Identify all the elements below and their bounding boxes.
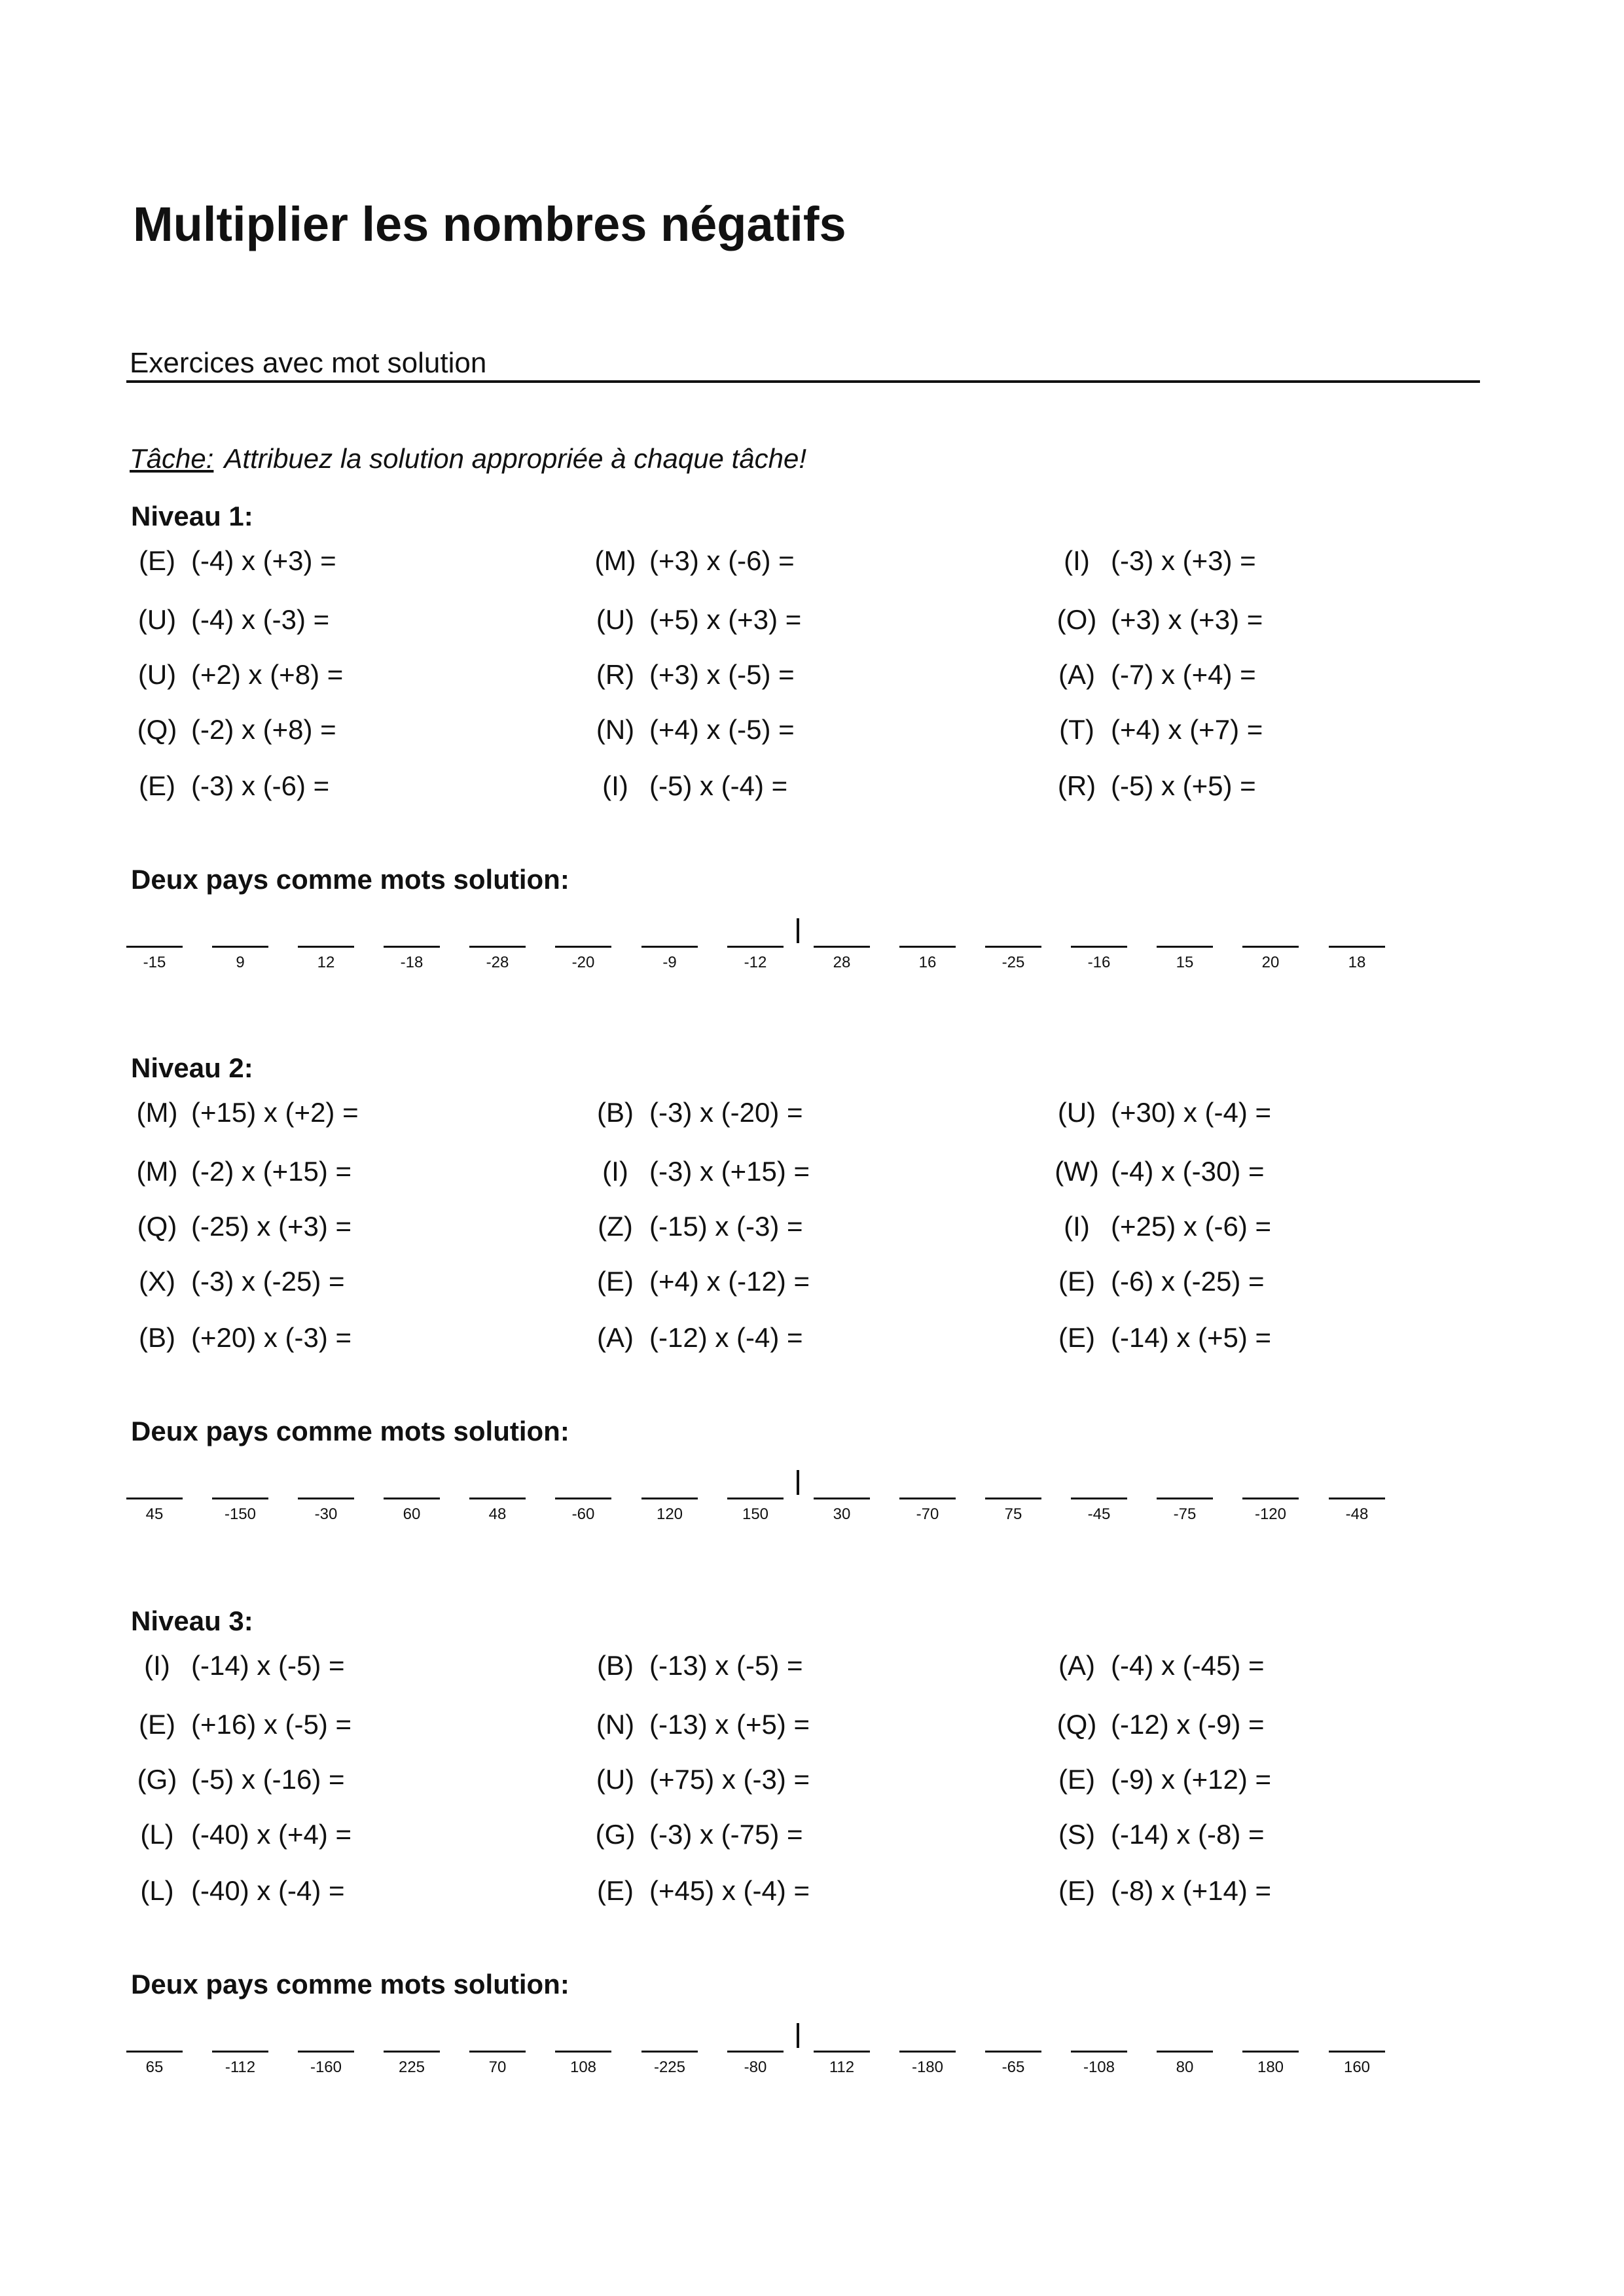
answer-blank[interactable]	[1329, 2051, 1385, 2053]
exercise-letter: (M)	[594, 545, 636, 576]
task-instruction	[130, 443, 806, 475]
exercise-expression: (-14) x (+5) =	[1111, 1322, 1272, 1353]
answer-blank[interactable]	[1157, 946, 1213, 948]
exercise-expression: (+30) x (-4) =	[1111, 1097, 1272, 1128]
exercise-letter: (I)	[1064, 1211, 1090, 1242]
exercise-letter: (A)	[1058, 659, 1095, 690]
answer-blank[interactable]	[298, 946, 354, 948]
exercise-expression: (+4) x (-12) =	[649, 1266, 810, 1297]
answer-number: 160	[1343, 2058, 1371, 2076]
answer-blank[interactable]	[1242, 2051, 1299, 2053]
answer-number: -65	[1001, 2058, 1025, 2076]
answer-number: 112	[829, 2058, 855, 2076]
exercise-expression: (-25) x (+3) =	[191, 1211, 352, 1242]
answer-blank[interactable]	[727, 946, 784, 948]
exercise-expression: (+3) x (-6) =	[649, 545, 795, 576]
exercise-expression: (+3) x (+3) =	[1111, 604, 1263, 635]
answer-number: 9	[236, 954, 245, 971]
answer-number: 80	[1176, 2058, 1194, 2076]
exercise-letter: (E)	[139, 1709, 175, 1740]
answer-number: 225	[398, 2058, 425, 2076]
exercise-expression: (-2) x (+15) =	[191, 1156, 352, 1187]
answer-blank[interactable]	[1242, 1498, 1299, 1499]
solution-words-title: Deux pays comme mots solution:	[131, 864, 569, 895]
answer-number: 108	[569, 2058, 597, 2076]
answer-number: 45	[145, 1505, 164, 1523]
exercise-expression: (-3) x (-25) =	[191, 1266, 345, 1297]
answer-blank[interactable]	[1157, 1498, 1213, 1499]
answer-number: -75	[1173, 1505, 1197, 1523]
exercise-expression: (-14) x (-5) =	[191, 1650, 345, 1681]
exercise-expression: (-6) x (-25) =	[1111, 1266, 1265, 1297]
exercise-expression: (+15) x (+2) =	[191, 1097, 359, 1128]
answer-number: 18	[1348, 954, 1366, 971]
answer-blank[interactable]	[814, 1498, 870, 1499]
exercise-expression: (+45) x (-4) =	[649, 1875, 810, 1906]
answer-number: -225	[653, 2058, 686, 2076]
exercise-letter: (N)	[596, 714, 635, 745]
exercise-expression: (-4) x (-30) =	[1111, 1156, 1265, 1187]
exercise-letter: (L)	[140, 1875, 174, 1906]
exercise-expression: (-4) x (-3) =	[191, 604, 330, 635]
subtitle: Exercices avec mot solution	[130, 347, 487, 379]
exercise-expression: (-3) x (-6) =	[191, 770, 330, 801]
exercise-letter: (B)	[597, 1650, 634, 1681]
answer-blank[interactable]	[126, 2051, 183, 2053]
answer-blank[interactable]	[126, 946, 183, 948]
exercise-expression: (-3) x (-75) =	[649, 1819, 803, 1850]
word-separator	[797, 1470, 799, 1495]
exercise-letter: (M)	[136, 1156, 178, 1187]
answer-number: -80	[744, 2058, 767, 2076]
answer-number: 16	[918, 954, 937, 971]
task-text: Attribuez la solution appropriée à chaque tâche!	[224, 443, 806, 474]
answer-blank[interactable]	[641, 1498, 698, 1499]
solution-words-title: Deux pays comme mots solution:	[131, 1416, 569, 1446]
answer-blank[interactable]	[384, 946, 440, 948]
answer-number: 15	[1176, 954, 1194, 971]
answer-blank[interactable]	[555, 946, 611, 948]
answer-number: -70	[916, 1505, 939, 1523]
answer-number: -60	[571, 1505, 595, 1523]
exercise-letter: (U)	[137, 604, 177, 635]
answer-number: -120	[1254, 1505, 1287, 1523]
exercise-expression: (-4) x (-45) =	[1111, 1650, 1265, 1681]
answer-number: -18	[400, 954, 424, 971]
answer-number: 75	[1004, 1505, 1022, 1523]
task-label: Tâche:	[130, 443, 214, 474]
exercise-expression: (-5) x (+5) =	[1111, 770, 1256, 801]
answer-number: -30	[314, 1505, 338, 1523]
answer-blank[interactable]	[212, 2051, 268, 2053]
exercise-letter: (U)	[137, 659, 177, 690]
answer-blank[interactable]	[727, 2051, 784, 2053]
answer-number: -20	[571, 954, 595, 971]
answer-blank[interactable]	[1071, 946, 1127, 948]
exercise-letter: (X)	[139, 1266, 175, 1297]
answer-number: -16	[1087, 954, 1111, 971]
exercise-expression: (+25) x (-6) =	[1111, 1211, 1272, 1242]
exercise-letter: (U)	[596, 1764, 635, 1795]
answer-number: -150	[224, 1505, 257, 1523]
answer-blank[interactable]	[985, 946, 1041, 948]
exercise-letter: (U)	[596, 604, 635, 635]
exercise-expression: (-5) x (-4) =	[649, 770, 788, 801]
exercise-expression: (+4) x (+7) =	[1111, 714, 1263, 745]
answer-number: -15	[143, 954, 166, 971]
answer-number: 48	[488, 1505, 507, 1523]
answer-blank[interactable]	[1071, 2051, 1127, 2053]
answer-blank[interactable]	[298, 2051, 354, 2053]
exercise-letter: (L)	[140, 1819, 174, 1850]
exercise-expression: (-9) x (+12) =	[1111, 1764, 1272, 1795]
exercise-expression: (-4) x (+3) =	[191, 545, 336, 576]
exercise-expression: (-3) x (-20) =	[649, 1097, 803, 1128]
answer-number: 120	[656, 1505, 683, 1523]
exercise-letter: (R)	[596, 659, 635, 690]
exercise-letter: (R)	[1057, 770, 1096, 801]
level-title: Niveau 2:	[131, 1052, 253, 1083]
answer-blank[interactable]	[641, 946, 698, 948]
exercise-expression: (-40) x (-4) =	[191, 1875, 345, 1906]
exercise-letter: (B)	[139, 1322, 175, 1353]
exercise-letter: (T)	[1059, 714, 1094, 745]
answer-number: 180	[1257, 2058, 1284, 2076]
subtitle-underline	[126, 380, 1480, 383]
answer-blank[interactable]	[384, 1498, 440, 1499]
answer-blank[interactable]	[555, 1498, 611, 1499]
exercise-letter: (S)	[1058, 1819, 1095, 1850]
answer-number: -28	[486, 954, 509, 971]
answer-blank[interactable]	[899, 1498, 956, 1499]
answer-number: -25	[1001, 954, 1025, 971]
exercise-letter: (E)	[1058, 1875, 1095, 1906]
exercise-expression: (+2) x (+8) =	[191, 659, 344, 690]
answer-blank[interactable]	[727, 1498, 784, 1499]
exercise-letter: (A)	[1058, 1650, 1095, 1681]
answer-number: 28	[833, 954, 851, 971]
answer-blank[interactable]	[555, 2051, 611, 2053]
exercise-letter: (E)	[139, 545, 175, 576]
answer-number: 30	[833, 1505, 851, 1523]
exercise-expression: (-12) x (-4) =	[649, 1322, 803, 1353]
exercise-letter: (Z)	[598, 1211, 633, 1242]
answer-blank[interactable]	[814, 2051, 870, 2053]
answer-blank[interactable]	[212, 1498, 268, 1499]
exercise-expression: (-5) x (-16) =	[191, 1764, 345, 1795]
exercise-letter: (G)	[595, 1819, 636, 1850]
exercise-expression: (+3) x (-5) =	[649, 659, 795, 690]
word-separator	[797, 2023, 799, 2048]
exercise-letter: (Q)	[1056, 1709, 1097, 1740]
exercise-letter: (G)	[137, 1764, 177, 1795]
word-separator	[797, 918, 799, 943]
exercise-expression: (+75) x (-3) =	[649, 1764, 810, 1795]
exercise-letter: (I)	[144, 1650, 170, 1681]
exercise-letter: (I)	[602, 1156, 628, 1187]
exercise-expression: (-12) x (-9) =	[1111, 1709, 1265, 1740]
exercise-letter: (Q)	[137, 714, 177, 745]
exercise-letter: (E)	[597, 1875, 634, 1906]
answer-blank[interactable]	[1071, 1498, 1127, 1499]
answer-blank[interactable]	[899, 946, 956, 948]
answer-blank[interactable]	[126, 1498, 183, 1499]
exercise-letter: (E)	[139, 770, 175, 801]
exercise-expression: (-3) x (+3) =	[1111, 545, 1256, 576]
exercise-expression: (-2) x (+8) =	[191, 714, 336, 745]
exercise-letter: (E)	[1058, 1764, 1095, 1795]
exercise-letter: (W)	[1055, 1156, 1099, 1187]
answer-blank[interactable]	[1157, 2051, 1213, 2053]
exercise-expression: (+16) x (-5) =	[191, 1709, 352, 1740]
solution-words-title: Deux pays comme mots solution:	[131, 1969, 569, 2000]
exercise-expression: (-8) x (+14) =	[1111, 1875, 1272, 1906]
exercise-letter: (O)	[1056, 604, 1097, 635]
exercise-letter: (E)	[597, 1266, 634, 1297]
exercise-expression: (-7) x (+4) =	[1111, 659, 1256, 690]
answer-blank[interactable]	[469, 2051, 526, 2053]
exercise-expression: (-13) x (-5) =	[649, 1650, 803, 1681]
exercise-letter: (I)	[1064, 545, 1090, 576]
exercise-letter: (E)	[1058, 1266, 1095, 1297]
answer-blank[interactable]	[384, 2051, 440, 2053]
answer-number: 70	[488, 2058, 507, 2076]
exercise-expression: (-14) x (-8) =	[1111, 1819, 1265, 1850]
answer-number: -180	[911, 2058, 944, 2076]
answer-number: 65	[145, 2058, 164, 2076]
level-title: Niveau 3:	[131, 1605, 253, 1636]
answer-number: -108	[1083, 2058, 1115, 2076]
answer-number: -45	[1087, 1505, 1111, 1523]
exercise-letter: (E)	[1058, 1322, 1095, 1353]
exercise-expression: (+20) x (-3) =	[191, 1322, 352, 1353]
answer-blank[interactable]	[469, 946, 526, 948]
answer-blank[interactable]	[1329, 1498, 1385, 1499]
exercise-letter: (M)	[136, 1097, 178, 1128]
answer-blank[interactable]	[1242, 946, 1299, 948]
answer-blank[interactable]	[641, 2051, 698, 2053]
exercise-expression: (+5) x (+3) =	[649, 604, 802, 635]
answer-number: -12	[744, 954, 767, 971]
answer-number: -9	[662, 954, 677, 971]
page-title: Multiplier les nombres négatifs	[133, 197, 846, 251]
exercise-letter: (U)	[1057, 1097, 1096, 1128]
answer-blank[interactable]	[985, 1498, 1041, 1499]
answer-number: 20	[1261, 954, 1280, 971]
answer-blank[interactable]	[298, 1498, 354, 1499]
answer-blank[interactable]	[899, 2051, 956, 2053]
answer-number: 60	[403, 1505, 421, 1523]
answer-number: -112	[225, 2058, 256, 2076]
exercise-letter: (B)	[597, 1097, 634, 1128]
exercise-letter: (A)	[597, 1322, 634, 1353]
answer-number: -48	[1345, 1505, 1369, 1523]
answer-blank[interactable]	[814, 946, 870, 948]
answer-blank[interactable]	[469, 1498, 526, 1499]
answer-number: 12	[317, 954, 335, 971]
exercise-expression: (-15) x (-3) =	[649, 1211, 803, 1242]
exercise-expression: (+4) x (-5) =	[649, 714, 795, 745]
answer-blank[interactable]	[1329, 946, 1385, 948]
answer-number: 150	[742, 1505, 769, 1523]
exercise-expression: (-3) x (+15) =	[649, 1156, 810, 1187]
exercise-letter: (I)	[602, 770, 628, 801]
answer-number: -160	[310, 2058, 342, 2076]
exercise-letter: (Q)	[137, 1211, 177, 1242]
level-title: Niveau 1:	[131, 501, 253, 531]
answer-blank[interactable]	[985, 2051, 1041, 2053]
exercise-letter: (N)	[596, 1709, 635, 1740]
answer-blank[interactable]	[212, 946, 268, 948]
exercise-expression: (-40) x (+4) =	[191, 1819, 352, 1850]
exercise-expression: (-13) x (+5) =	[649, 1709, 810, 1740]
